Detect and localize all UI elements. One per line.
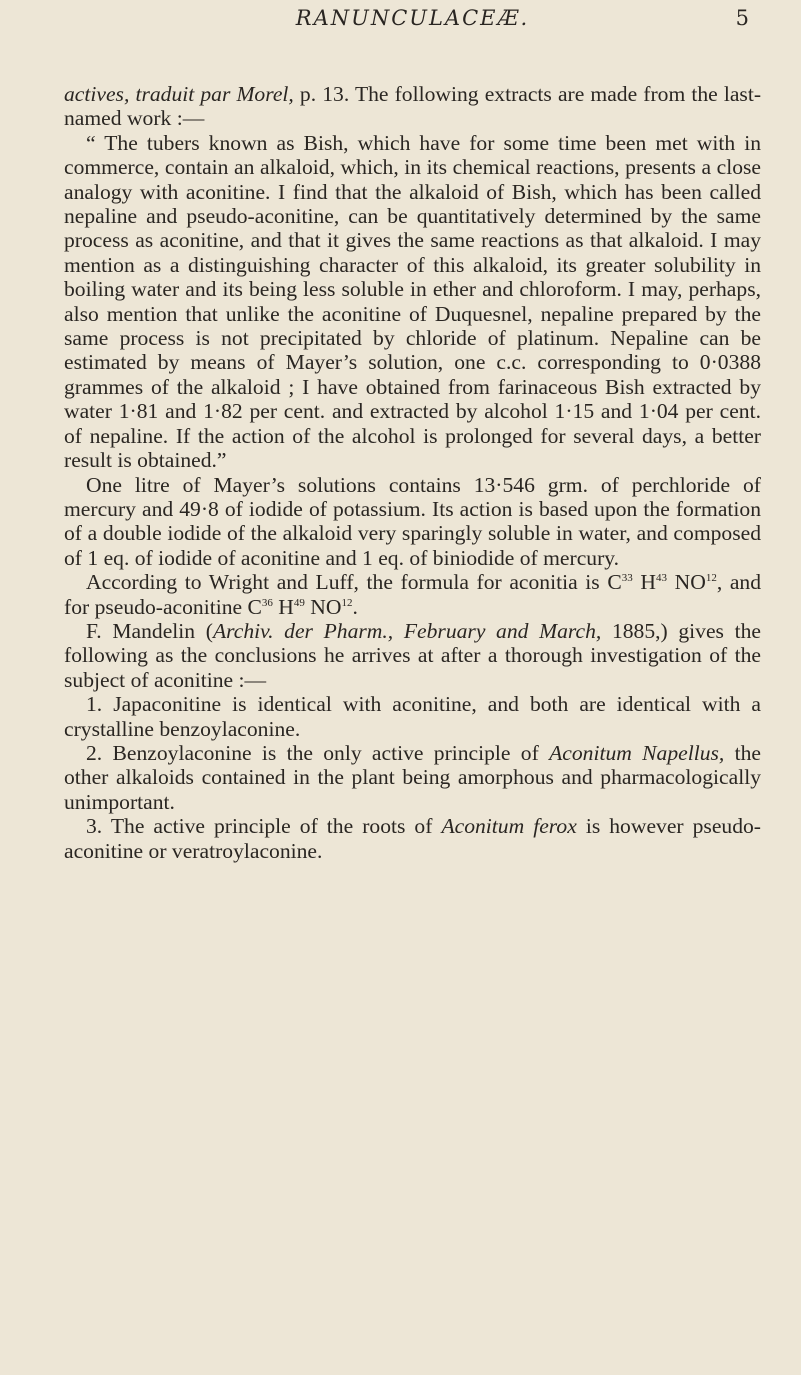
- paragraph-mayers-solution: One litre of Mayer’s solutions contains 13·546 grm. of perchloride of mercury and 49·8 of iodide of potassium. Its action is based upon the formation of a double iodide of the alkaloid very sparingly soluble in water, and composed of 1 eq. of iodide of aconitine and 1 eq. of biniodide of mercury.: [64, 472, 761, 570]
- paragraph-1: actives, traduit par Morel, p. 13. The following extracts are made from the last-named work :—: [64, 82, 762, 131]
- conclusion-3: 3. The active principle of the roots of Aconitum ferox is however pseudo-aconitine or veratroylaconine.: [64, 814, 761, 863]
- species-name: Aconitum ferox: [441, 814, 577, 839]
- running-title: RANUNCULACEÆ.: [295, 6, 530, 30]
- page-header: [64, 0, 761, 56]
- page-number: 5: [735, 6, 749, 30]
- journal-citation: Archiv. der Pharm., February and March,: [212, 618, 602, 643]
- quoted-extract: “ The tubers known as Bish, which have for some time been met with in commerce, contain an alkaloid, which, in its chemical reactions, presents a close analogy with aconitine. I find that the alkaloid of Bish, which has been called nepaline and pseudo-aconitine, can be quantitatively determined by the same process as aconitine, and that it gives the same reactions as that alkaloid. I may mention as a distinguishing character of this alkaloid, its greater solubility in boiling water and its being less soluble in ether and chloroform. I may, perhaps, also mention that unlike the aconitine of Duquesnel, nepaline prepared by the same process is not precipitated by chloride of platinum. Nepaline can be estimated by means of Mayer’s solution, one c.c. corresponding to 0·0388 grammes of the alkaloid ; I have obtained from farinaceous Bish extracted by water 1·81 and 1·82 per cent. and extracted by alcohol 1·15 and 1·04 per cent. of nepaline. If the action of the alcohol is prolonged for several days, a better result is obtained.”: [64, 130, 761, 473]
- citation-italic: actives, traduit par Morel,: [64, 82, 294, 106]
- paragraph-mandelin: F. Mandelin (Archiv. der Pharm., February and March, 1885,) gives the following as the conclusions he arrives at after a thorough investigation of the subject of aconitine :—: [64, 618, 761, 692]
- body-text: [64, 82, 761, 863]
- conclusion-1: 1. Japaconitine is identical with aconitine, and both are identical with a crystalline benzoylaconine.: [64, 692, 761, 741]
- conclusion-2: 2. Benzoylaconine is the only active principle of Aconitum Napellus, the other alkaloids contained in the plant being amorphous and pharmacologically unimportant.: [64, 740, 761, 814]
- paragraph-formula: According to Wright and Luff, the formula for aconitia is $C^{33}$ $H^{43}$ NO$^{12}$, and for pseudo-aconitine $C^{36}$ $H^{49}$ NO$^{12}$.: [64, 570, 762, 619]
- species-name: Aconitum Napellus,: [549, 740, 725, 765]
